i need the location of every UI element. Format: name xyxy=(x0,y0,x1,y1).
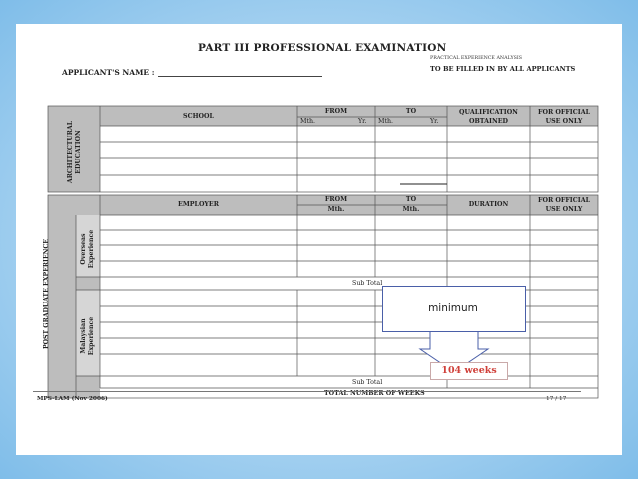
overseas-label: Overseas Experience xyxy=(80,229,95,269)
header-mth-from: Mth. xyxy=(300,118,316,125)
header-post-mth-to: Mth. xyxy=(402,206,420,213)
header-post-to: TO xyxy=(405,196,417,203)
weeks-highlight: 104 weeks xyxy=(430,362,508,380)
sub-total-malaysian: Sub Total xyxy=(352,379,383,386)
malaysian-label: Malaysian Experience xyxy=(80,316,95,356)
arch-education-label: ARCHITECTURAL EDUCATION xyxy=(67,120,82,184)
header-post-from: FROM xyxy=(324,196,348,203)
header-employer: EMPLOYER xyxy=(178,201,219,208)
to-be-filled-note: TO BE FILLED IN BY ALL APPLICANTS xyxy=(430,65,576,73)
header-to: TO xyxy=(405,108,417,115)
footer-page-number: 17 / 17 xyxy=(546,396,567,402)
footer-rule xyxy=(33,391,581,392)
post-graduate-label: POST GRADUATE EXPERIENCE xyxy=(43,239,50,349)
sub-total-overseas: Sub Total xyxy=(352,280,383,287)
minimum-callout-text: minimum xyxy=(428,302,478,314)
practical-note: PRACTICAL EXPERIENCE ANALYSIS xyxy=(430,56,523,61)
header-official-arch: FOR OFFICIAL USE ONLY xyxy=(537,109,591,125)
header-qualification: QUALIFICATION OBTAINED xyxy=(459,109,518,125)
form-title: PART III PROFESSIONAL EXAMINATION xyxy=(198,42,447,54)
header-from: FROM xyxy=(324,108,348,115)
header-school: SCHOOL xyxy=(183,113,214,120)
header-post-mth-from: Mth. xyxy=(327,206,345,213)
applicant-name-label: APPLICANT'S NAME : xyxy=(62,68,155,77)
total-weeks-label: TOTAL NUMBER OF WEEKS xyxy=(324,390,425,397)
header-mth-to: Mth. xyxy=(378,118,394,125)
header-duration: DURATION xyxy=(468,201,509,208)
header-yr-to: Yr. xyxy=(430,118,439,125)
header-yr-from: Yr. xyxy=(358,118,367,125)
footer-form-code: MPS-LAM (Nov 2006) xyxy=(37,396,108,402)
header-official-post: FOR OFFICIAL USE ONLY xyxy=(537,197,591,213)
